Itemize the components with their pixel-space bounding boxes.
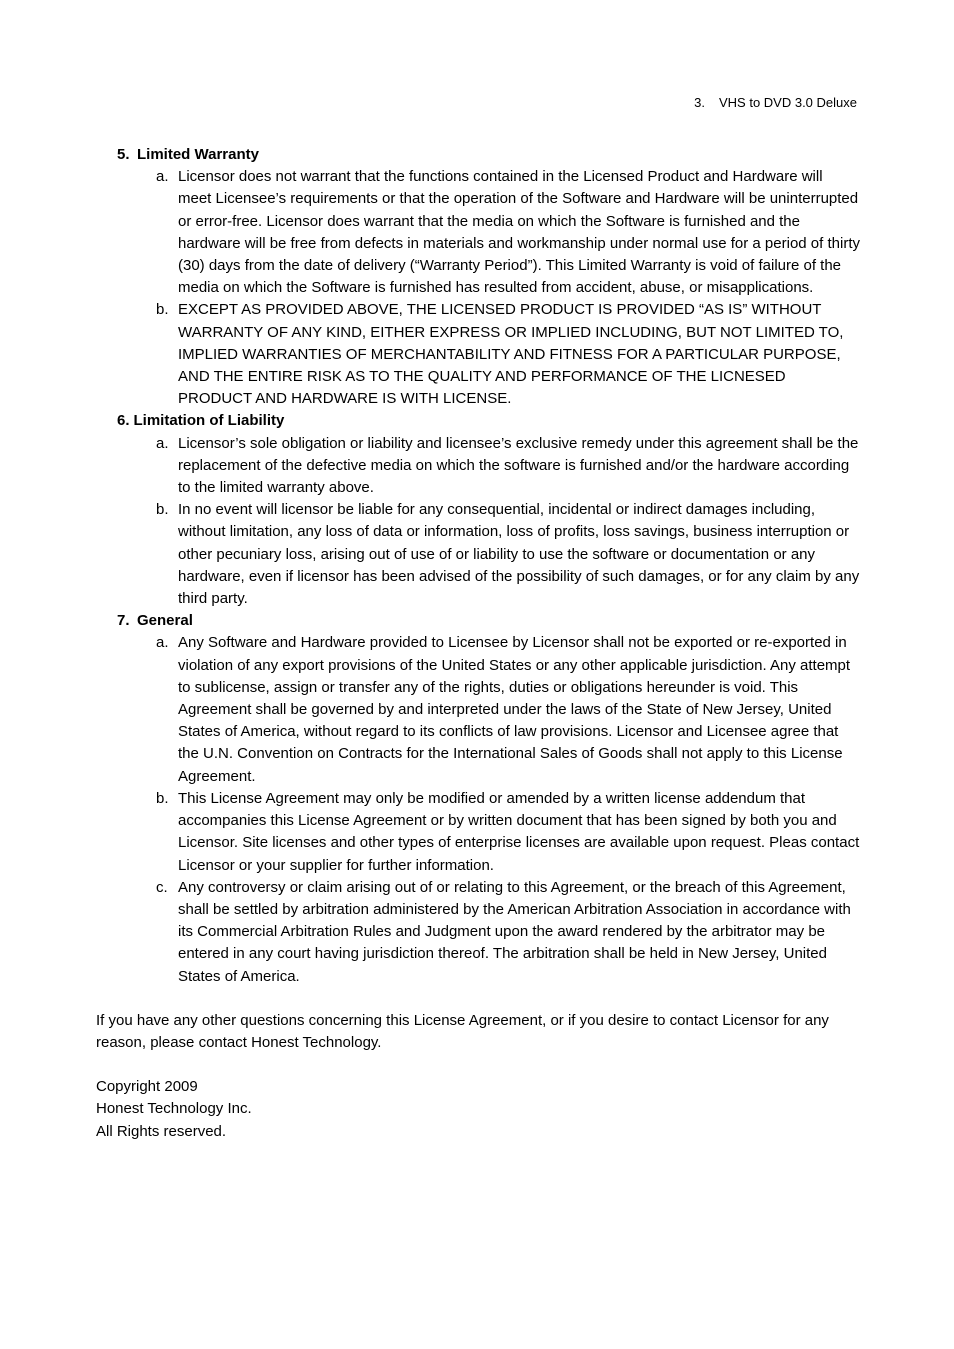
item-text: This License Agreement may only be modified or amended by a written license addendum that accompanies this License Agreement or by written document that has been signed by both you and Licensor. Site licenses and other types of enterprise licenses are available upon request. Pleas contact Licensor or your supplier for further information. [178,789,860,874]
section-heading [96,410,860,432]
item-letter: b. [156,301,169,319]
section-number: 6. [117,412,130,430]
item-text: Any Software and Hardware provided to Licensee by Licensor shall not be exported or re-exported in violation of any export provisions of the United States or any other applicable jurisdiction. Any attempt to sublicense, assign or transfer any of the rights, duties or obligations hereunder is void. This Agreement shall be governed by and interpreted under the laws of the State of New Jersey, United States of America, without regard to its conflicts of law provisions. Licensor and Licensee agree that the U.N. Convention on Contracts for the International Sales of Goods shall not apply to this License Agreement. [178,634,851,785]
section-heading [96,144,860,166]
section-limitation-of-liability [96,410,860,610]
item-text: EXCEPT AS PROVIDED ABOVE, THE LICENSED PRODUCT IS PROVIDED “AS IS” WITHOUT WARRANTY OF ANY KIND, EITHER EXPRESS OR IMPLIED INCLUDING, BUT NOT LIMITED TO, IMPLIED WARRANTIES OF MERCHANTABILITY AND FITNESS FOR A PARTICULAR PURPOSE, AND THE ENTIRE RISK AS TO THE QUALITY AND PERFORMANCE OF THE LICNESED PRODUCT AND HARDWARE IS WITH LICENSE. [178,301,844,408]
header-title: VHS to DVD 3.0 Deluxe [718,95,857,110]
list-item [96,499,860,610]
item-letter: b. [156,789,169,807]
list-item [96,632,860,787]
copyright-year: Copyright 2009 [96,1078,198,1096]
item-text: In no event will licensor be liable for any consequential, incidental or indirect damages including, without limitation, any loss of data or information, loss of profits, loss savings, business interruption or other pecuniary loss, arising out of use of or liability to use the software or documentation or any hardware, even if licensor has been advised of the possibility of such damages, or for any claim by any third party. [178,501,860,608]
list-item [96,433,860,500]
item-letter: a. [156,434,169,452]
section-number: 7. [117,612,130,630]
item-text: Licensor’s sole obligation or liability and licensee’s exclusive remedy under this agreement shall be the replacement of the defective media on which the software is furnished and/or the hardware according to the limited warranty above. [178,434,859,497]
section-limited-warranty [96,144,860,410]
closing-paragraph: If you have any other questions concerning this License Agreement, or if you desire to contact Licensor for any reason, please contact Honest Technology. [96,1011,829,1051]
header-chapter-number: 3. [694,95,705,110]
item-letter: a. [156,168,169,186]
section-heading [96,610,860,632]
copyright-block [96,1076,860,1143]
page-header [694,95,857,111]
item-text: Licensor does not warrant that the functions contained in the Licensed Product and Hardware will meet Licensee’s requirements or that the operation of the Software and Hardware will be uninterrupted or error-free. Licensor does warrant that the media on which the Software is furnished and the hardware will be free from defects in materials and workmanship under normal use for a period of thirty (30) days from the date of delivery (“Warranty Period”). This Limited Warranty is void of failure of the media on which the Software is furnished has resulted from accident, abuse, or misapplications. [178,168,860,297]
section-title: Limited Warranty [137,146,259,163]
section-number: 5. [117,146,130,163]
section-title: Limitation of Liability [133,412,285,430]
list-item [96,299,860,410]
list-item [96,877,860,988]
rights-reserved: All Rights reserved. [96,1122,227,1140]
item-letter: a. [156,634,169,652]
company-name: Honest Technology Inc. [96,1100,252,1118]
section-title: General [137,612,193,630]
item-letter: b. [156,501,169,519]
item-letter: c. [156,878,168,896]
item-text: Any controversy or claim arising out of or relating to this Agreement, or the breach of this Agreement, shall be settled by arbitration administered by the American Arbitration Association in accordance with its Commercial Arbitration Rules and Judgment upon the award rendered by the arbitrator may be entered in any court having jurisdiction thereof. The arbitration shall be held in New Jersey, United States of America. [178,878,851,985]
list-item [96,166,860,299]
section-general [96,610,860,987]
list-item [96,788,860,877]
document-body [96,144,860,1143]
